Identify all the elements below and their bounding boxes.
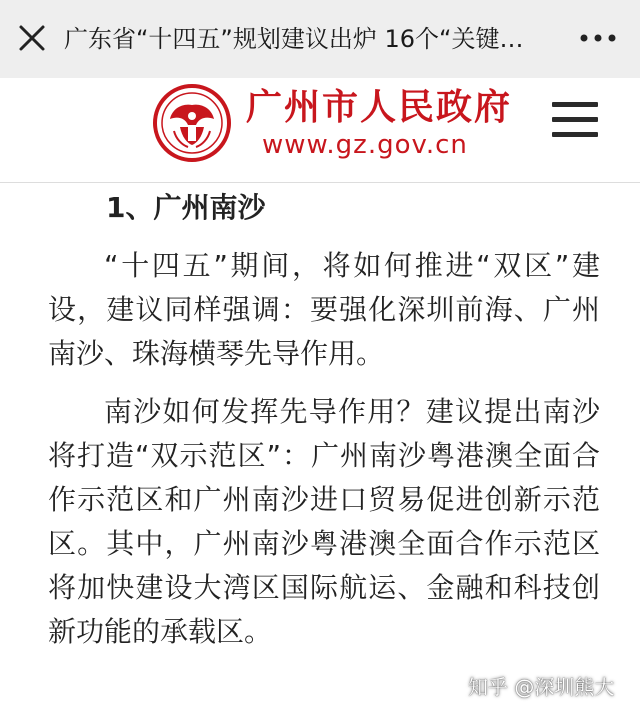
hamburger-menu-icon-bar xyxy=(552,117,598,122)
more-options-button[interactable] xyxy=(572,20,624,56)
section-heading: 1、广州南沙 xyxy=(106,191,266,224)
hamburger-menu-icon-bar xyxy=(552,132,598,137)
site-url: www.gz.gov.cn xyxy=(262,130,468,160)
close-button[interactable] xyxy=(14,20,50,56)
hamburger-menu-icon-bar xyxy=(552,102,598,107)
article-paragraph: 南沙如何发挥先导作用？建议提出南沙将打造“双示范区”：广州南沙粤港澳全面合作示范区和广州南沙进口贸易促进创新示范区。其中，广州南沙粤港澳全面合作示范区将加快建设大湾区国际航运、金融和科技创新功能的承载区。 xyxy=(48,395,600,648)
article-body xyxy=(48,186,600,668)
page-title: 广东省“十四五”规划建议出炉 16个“关键… xyxy=(64,25,524,53)
top-bar xyxy=(0,0,640,78)
close-icon xyxy=(14,20,50,56)
hamburger-menu-button[interactable] xyxy=(552,100,598,140)
watermark: 知乎 @深圳熊大 xyxy=(468,675,615,699)
article-paragraph: “十四五”期间，将如何推进“双区”建设，建议同样强调：要强化深圳前海、广州南沙、珠海横琴先导作用。 xyxy=(48,249,600,370)
more-icon xyxy=(572,20,624,56)
site-header xyxy=(0,78,640,183)
kapok-flower-emblem-icon[interactable] xyxy=(152,83,232,163)
site-name: 广州市人民政府 xyxy=(246,87,513,128)
